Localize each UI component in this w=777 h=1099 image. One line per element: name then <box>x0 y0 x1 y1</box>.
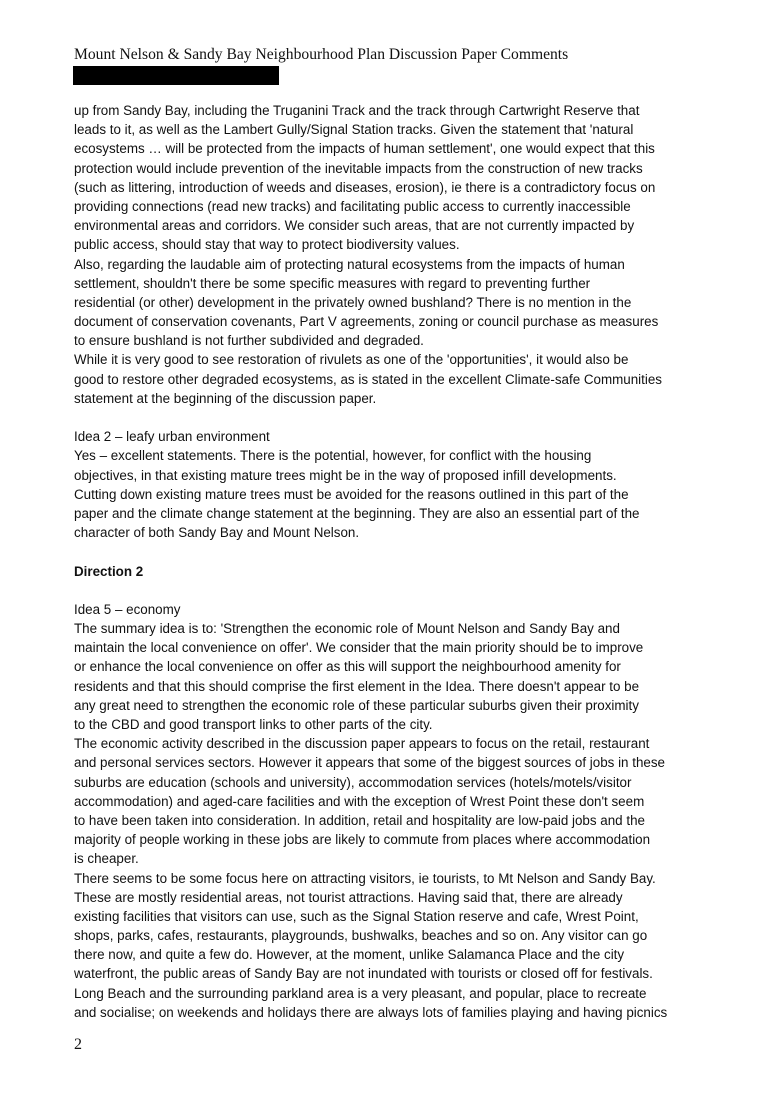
blank-line <box>74 408 714 427</box>
body-line: or enhance the local convenience on offer as this will support the neighbourhood amenity for <box>74 659 621 675</box>
body-line: (such as littering, introduction of weeds and diseases, erosion), ie there is a contradictory focus on <box>74 179 656 195</box>
body-line: providing connections (read new tracks) and facilitating public access to currently inaccessible <box>74 198 631 214</box>
body-line: residential (or other) development in the privately owned bushland? There is no mention in the <box>74 294 632 310</box>
body-line: leads to it, as well as the Lambert Gully/Signal Station tracks. Given the statement that 'natural <box>74 122 634 138</box>
blank-line <box>74 581 714 600</box>
body-line: Yes – excellent statements. There is the potential, however, for conflict with the housing <box>74 448 592 464</box>
document-header-title: Mount Nelson & Sandy Bay Neighbourhood Plan Discussion Paper Comments <box>74 46 569 63</box>
body-line: maintain the local convenience on offer'. We consider that the main priority should be to improve <box>74 640 644 656</box>
body-line: objectives, in that existing mature trees might be in the way of proposed infill developments. <box>74 467 617 483</box>
body-line: and personal services sectors. However it appears that some of the biggest sources of jobs in these <box>74 755 665 771</box>
body-line: Cutting down existing mature trees must be avoided for the reasons outlined in this part of the <box>74 486 629 502</box>
body-line: to ensure bushland is not further subdivided and degraded. <box>74 333 424 349</box>
blank-line <box>74 542 714 561</box>
body-line: is cheaper. <box>74 851 139 867</box>
body-line: Long Beach and the surrounding parkland area is a very pleasant, and popular, place to recreate <box>74 985 647 1001</box>
body-line: existing facilities that visitors can use, such as the Signal Station reserve and cafe, Wrest Point, <box>74 908 639 924</box>
body-line: good to restore other degraded ecosystems, as is stated in the excellent Climate-safe Communities <box>74 371 662 387</box>
body-line: Idea 5 – economy <box>74 601 181 617</box>
body-line: any great need to strengthen the economic role of these particular suburbs given their proximity <box>74 697 639 713</box>
body-line: There seems to be some focus here on attracting visitors, ie tourists, to Mt Nelson and Sandy Bay. <box>74 870 656 886</box>
page-number: 2 <box>74 1036 82 1053</box>
body-line: ecosystems … will be protected from the impacts of human settlement', one would expect that this <box>74 141 655 157</box>
body-line: waterfront, the public areas of Sandy Bay are not inundated with tourists or closed off for festivals. <box>74 966 653 982</box>
body-line: The economic activity described in the discussion paper appears to focus on the retail, restaurant <box>74 736 650 752</box>
body-line: character of both Sandy Bay and Mount Nelson. <box>74 525 360 541</box>
body-line: accommodation) and aged-care facilities and with the exception of Wrest Point these don't seem <box>74 793 645 809</box>
body-line: statement at the beginning of the discussion paper. <box>74 390 377 406</box>
body-line: protection would include prevention of the inevitable impacts from the construction of new tracks <box>74 160 643 176</box>
body-line: Idea 2 – leafy urban environment <box>74 429 270 445</box>
body-line: While it is very good to see restoration of rivulets as one of the 'opportunities', it would also be <box>74 352 629 368</box>
body-line: The summary idea is to: 'Strengthen the economic role of Mount Nelson and Sandy Bay and <box>74 621 620 637</box>
body-line: document of conservation covenants, Part V agreements, zoning or council purchase as measures <box>74 314 659 330</box>
body-line: Also, regarding the laudable aim of protecting natural ecosystems from the impacts of human <box>74 256 625 272</box>
body-line: shops, parks, cafes, restaurants, playgrounds, bushwalks, beaches and so on. Any visitor can go <box>74 928 648 944</box>
body-line: settlement, shouldn't there be some specific measures with regard to preventing further <box>74 275 591 291</box>
body-line: up from Sandy Bay, including the Truganini Track and the track through Cartwright Reserve that <box>74 103 640 118</box>
document-body <box>74 101 714 1022</box>
body-line: majority of people working in these jobs are likely to commute from places where accommodation <box>74 832 651 848</box>
body-line: there now, and quite a few do. However, at the moment, unlike Salamanca Place and the city <box>74 947 625 963</box>
body-line: paper and the climate change statement at the beginning. They are also an essential part of the <box>74 505 640 521</box>
body-line: environmental areas and corridors. We consider such areas, that are not currently impacted by <box>74 218 635 234</box>
redaction-bar <box>73 66 279 85</box>
body-line: These are mostly residential areas, not tourist attractions. Having said that, there are already <box>74 889 623 905</box>
body-line: public access, should stay that way to protect biodiversity values. <box>74 237 460 253</box>
body-line: residents and that this should comprise the first element in the Idea. There doesn't appear to be <box>74 678 640 694</box>
body-line: to the CBD and good transport links to other parts of the city. <box>74 717 433 732</box>
body-line: and socialise; on weekends and holidays there are always lots of families playing and having picnics <box>74 1004 668 1020</box>
section-heading: Direction 2 <box>74 563 144 579</box>
body-line: suburbs are education (schools and university), accommodation services (hotels/motels/visitor <box>74 774 632 790</box>
body-line: to have been taken into consideration. In addition, retail and hospitality are low-paid jobs and the <box>74 812 645 828</box>
